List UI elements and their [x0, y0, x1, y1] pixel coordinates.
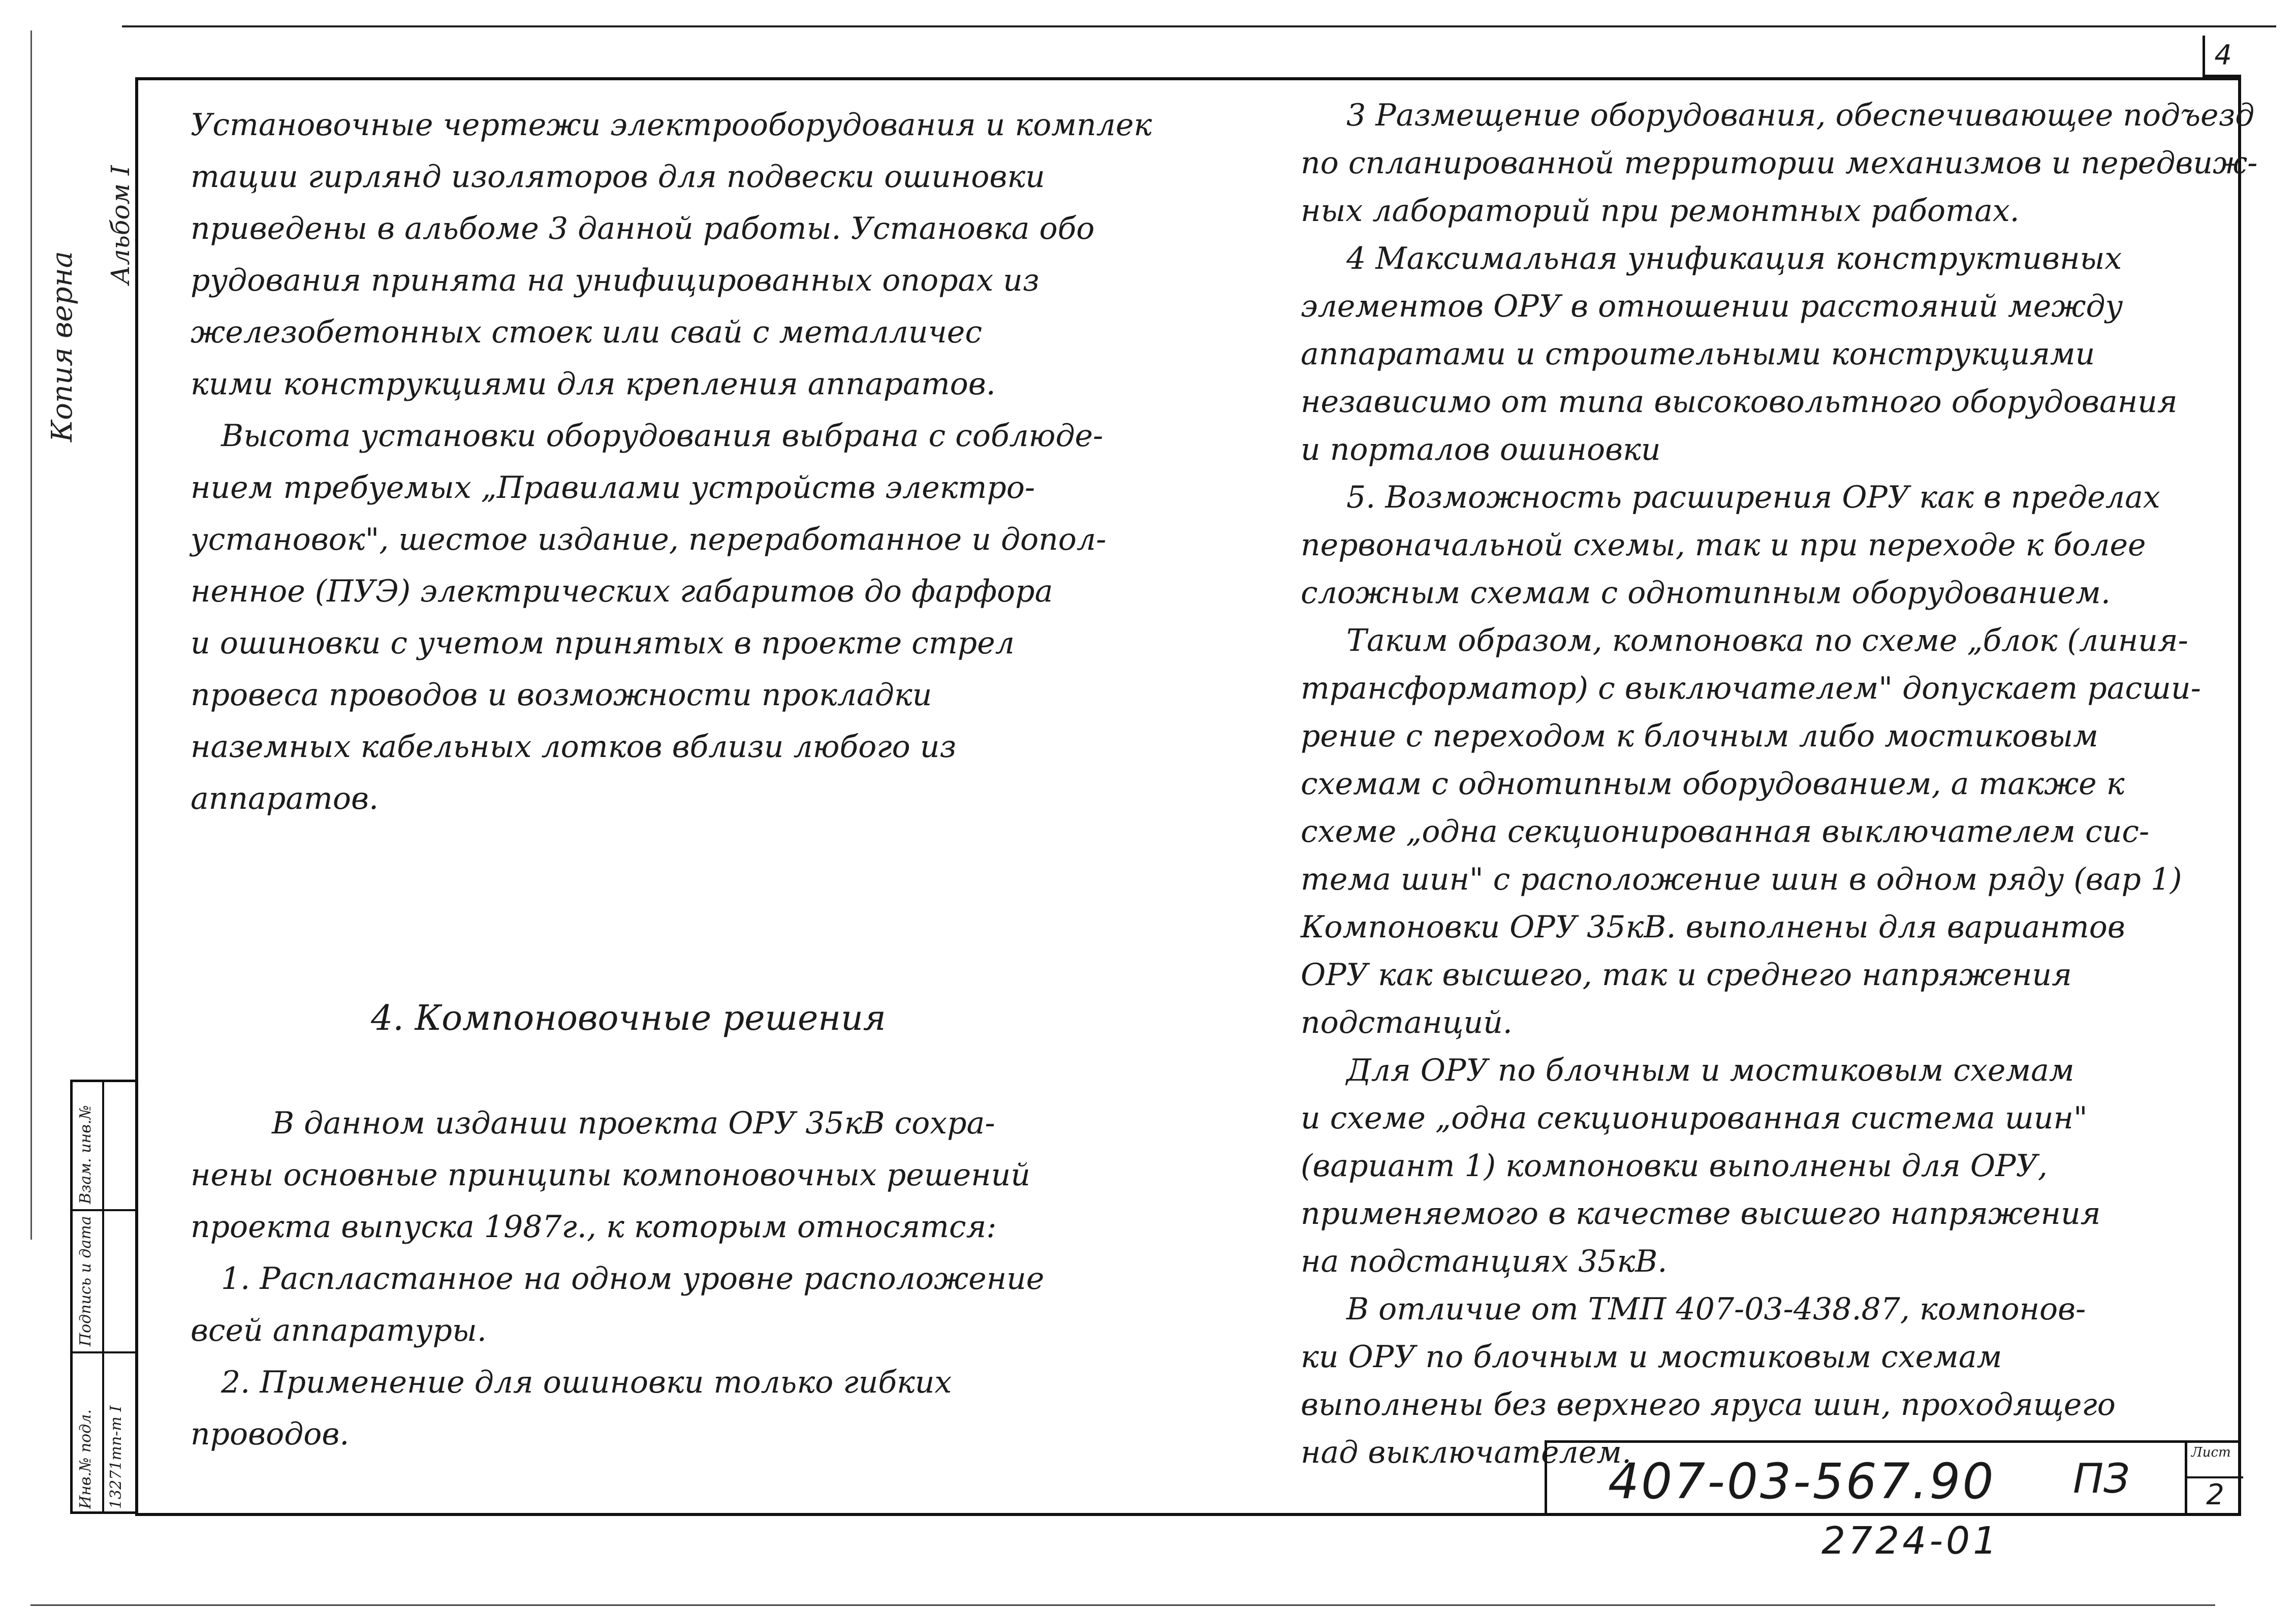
text-line: рение с переходом к блочным либо мостиковым	[1301, 718, 2098, 754]
sheet-number: 2	[2187, 1476, 2243, 1511]
copy-certified-note: Копия верна	[46, 251, 79, 442]
text-line: схеме „одна секционированная выключателем сис-	[1301, 814, 2150, 849]
text-line: схемам с однотипным оборудованием, а также к	[1301, 766, 2125, 802]
top-trim-line	[122, 25, 2276, 27]
text-line: В данном издании проекта ОРУ 35кВ сохра-	[272, 1105, 995, 1141]
left-cut-mark	[30, 30, 32, 1240]
text-line: 3 Размещение оборудования, обеспечивающее подъезд	[1346, 98, 2255, 133]
text-line: всей аппаратуры.	[191, 1313, 487, 1348]
text-line: трансформатор) с выключателем" допускает расши-	[1301, 671, 2201, 706]
stamp-row-line	[73, 1209, 135, 1211]
left-column-text	[191, 99, 1152, 825]
text-line: 1. Распластанное на одном уровне расположение	[221, 1261, 1045, 1297]
text-line: тема шин" с расположение шин в одном ряду (вар 1)	[1301, 862, 2182, 897]
document-code: 407-03-567.90	[1608, 1453, 1996, 1510]
stamp-row-line	[73, 1351, 135, 1353]
text-line: первоначальной схемы, так и при переходе к более	[1301, 527, 2146, 563]
text-line: (вариант 1) компоновки выполнены для ОРУ,	[1301, 1148, 2048, 1184]
text-line: проекта выпуска 1987г., к которым относятся:	[191, 1209, 997, 1245]
album-note: Альбом I	[106, 165, 135, 285]
text-line: установок", шестое издание, переработанное и допол-	[191, 522, 1107, 557]
text-line: ОРУ как высшего, так и среднего напряжения	[1301, 957, 2072, 993]
text-line: нием требуемых „Правилами устройств электро-	[191, 470, 1035, 506]
text-line: и порталов ошиновки	[1301, 432, 1661, 467]
text-line: 5. Возможность расширения ОРУ как в пределах	[1346, 480, 2160, 515]
section-title: 4. Компоновочные решения	[371, 998, 886, 1038]
text-line: В отличие от ТМП 407-03-438.87, компонов-	[1346, 1291, 2086, 1327]
text-line: ненное (ПУЭ) электрических габаритов до фарфора	[191, 574, 1053, 609]
text-line: ных лабораторий при ремонтных работах.	[1301, 193, 2020, 229]
inv-number-value: 13271тп-т I	[107, 1405, 125, 1509]
text-line: на подстанциях 35кВ.	[1301, 1244, 1668, 1279]
text-line: аппаратами и строительными конструкциями	[1301, 336, 2095, 372]
text-line: аппаратов.	[191, 781, 379, 816]
text-line: тации гирлянд изоляторов для подвески ошиновки	[191, 159, 1045, 195]
text-line: железобетонных стоек или свай с металличес	[191, 314, 982, 350]
text-line: Высота установки оборудования выбрана с соблюде-	[221, 418, 1104, 454]
text-line: и схеме „одна секционированная система шин"	[1301, 1100, 2088, 1136]
page-number: 4	[2203, 36, 2241, 77]
document-type: ПЗ	[2073, 1455, 2130, 1502]
inv-number-label: Инв.№ подл.	[77, 1409, 95, 1509]
bottom-trim-line	[30, 1604, 2215, 1606]
text-line: и ошиновки с учетом принятых в проекте стрел	[191, 625, 1015, 661]
text-line: нены основные принципы компоновочных решений	[191, 1157, 1030, 1193]
text-line: 2. Применение для ошиновки только гибких	[221, 1365, 952, 1400]
text-line: применяемого в качестве высшего напряжения	[1301, 1196, 2101, 1231]
text-line: наземных кабельных лотков вблизи любого из	[191, 729, 957, 765]
stamp-divider	[102, 1082, 104, 1511]
sheet-label: Лист	[2191, 1445, 2231, 1460]
left-column-text-2	[191, 1097, 1146, 1460]
text-line: 4 Максимальная унификация конструктивных	[1346, 241, 2122, 276]
text-line: сложным схемам с однотипным оборудованием.	[1301, 575, 2111, 611]
text-line: Таким образом, компоновка по схеме „блок (линия-	[1346, 623, 2188, 658]
inventory-number: 2724-01	[1821, 1519, 2000, 1563]
title-block	[1545, 1440, 2241, 1515]
text-line: ки ОРУ по блочным и мостиковым схемам	[1301, 1339, 2002, 1375]
replace-inv-label: Взам. инв.№	[77, 1105, 95, 1204]
text-line: выполнены без верхнего яруса шин, проходящего	[1301, 1387, 2116, 1423]
text-line: кими конструкциями для крепления аппаратов.	[191, 366, 996, 402]
sheet-box	[2185, 1443, 2243, 1515]
text-line: независимо от типа высоковольтного оборудования	[1301, 384, 2178, 420]
text-line: провеса проводов и возможности прокладки	[191, 677, 932, 713]
text-line: Компоновки ОРУ 35кВ. выполнены для вариантов	[1301, 909, 2125, 945]
approval-stamp	[70, 1080, 135, 1514]
text-line: рудования принята на унифицированных опорах из	[191, 263, 1040, 298]
text-line: проводов.	[191, 1416, 350, 1452]
text-line: приведены в альбоме 3 данной работы. Установка обо	[191, 211, 1095, 246]
text-line: Для ОРУ по блочным и мостиковым схемам	[1346, 1053, 2074, 1088]
text-line: элементов ОРУ в отношении расстояний между	[1301, 289, 2123, 324]
signature-date-label: Подпись и дата	[77, 1216, 95, 1346]
text-line: Установочные чертежи электрооборудования и комплек	[191, 107, 1152, 143]
text-line: подстанций.	[1301, 1005, 1513, 1040]
text-line: над выключателем.	[1301, 1435, 1632, 1470]
text-line: по спланированной территории механизмов и передвиж-	[1301, 145, 2258, 181]
